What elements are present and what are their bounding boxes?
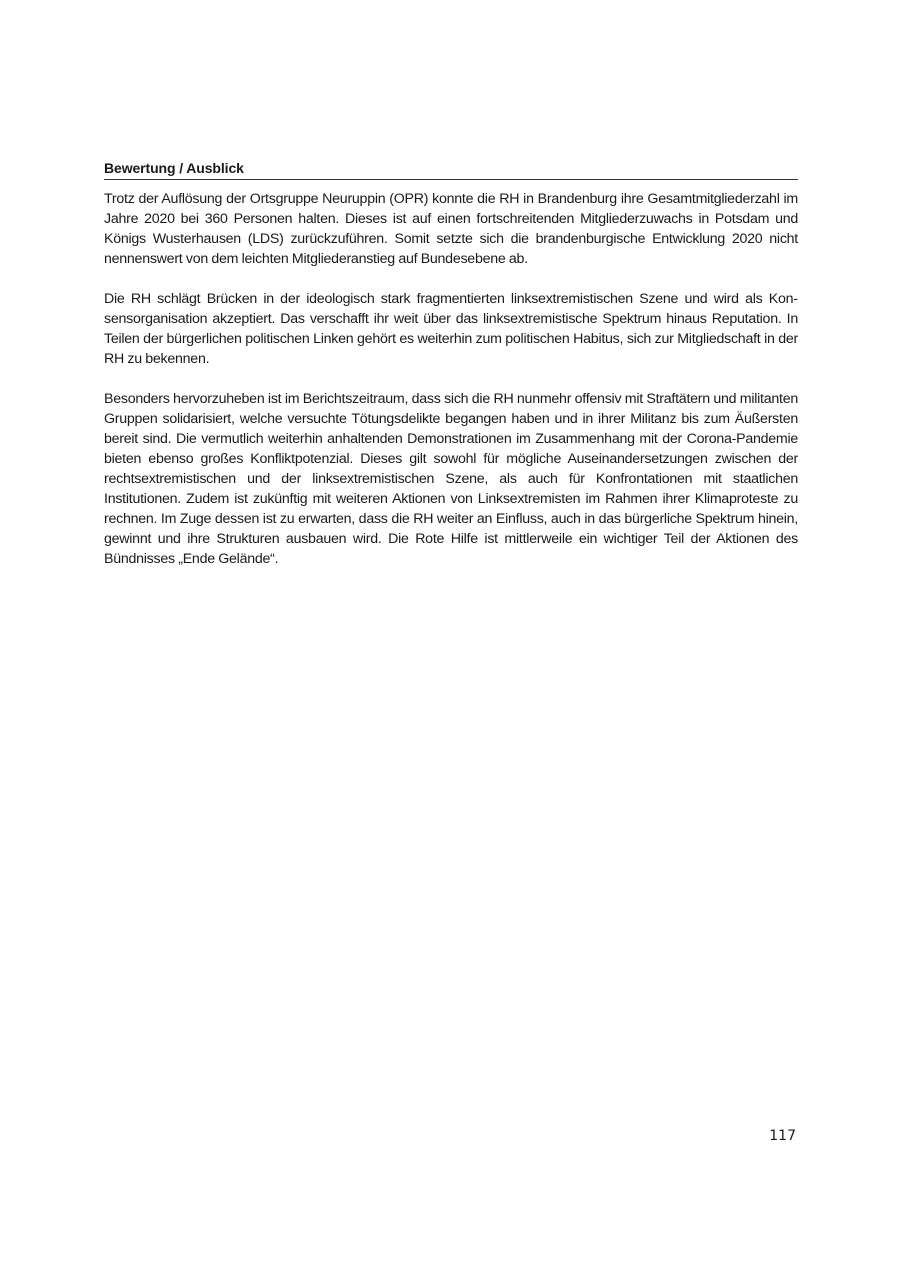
section-body — [104, 189, 798, 589]
paragraph-scene-bridges: Die RH schlägt Brücken in der ideologisch stark fragmentierten linksextremistischen Szene und wird als Konsensorganisation akzeptiert. Das verschafft ihr weit über das linksextremistische Spektrum hinaus Reputation. In Teilen der bürgerlichen politischen Linken gehört es weiterhin zum politischen Habitus, sich zur Mitgliedschaft in der RH zu bekennen. — [104, 291, 798, 367]
section-heading: Bewertung / Ausblick — [104, 159, 798, 180]
paragraph-membership: Trotz der Auflösung der Ortsgruppe Neuruppin (OPR) konnte die RH in Brandenburg ihre Gesamtmitgliederzahl im Jahre 2020 bei 360 Personen halten. Dieses ist auf einen fortschreitenden Mitgliederzuwachs in Potsdam und Königs Wusterhausen (LDS) zurückzuführen. Somit setzte sich die brandenburgische Entwicklung 2020 nicht nennenswert von dem leichten Mitgliederanstieg auf Bundesebene ab. — [104, 191, 798, 267]
paragraph-outlook: Besonders hervorzuheben ist im Berichtszeitraum, dass sich die RH nunmehr offensiv mit Straftätern und militanten Gruppen solidarisiert, welche versuchte Tötungsdelikte begangen haben und in ihrer Militanz bis zum Äußersten bereit sind. Die vermutlich weiterhin anhaltenden Demonstrationen im Zusammenhang mit der Corona-Pandemie bieten ebenso großes Konfliktpotenzial. Dieses gilt sowohl für mögliche Auseinandersetzungen zwischen der rechtsextremistischen und der linksextremistischen Szene, als auch für Konfrontationen mit staatlichen Institutionen. Zudem ist zukünftig mit weiteren Aktionen von Linksextremisten im Rahmen ihrer Klimaproteste zu rechnen. Im Zuge dessen ist zu erwarten, dass die RH weiter an Einfluss, auch in das bürgerliche Spektrum hinein, gewinnt und ihre Strukturen ausbauen wird. Die Rote Hilfe ist mittlerweile ein wichtiger Teil der Aktionen des Bündnisses „Ende Gelände“. — [104, 391, 798, 567]
page-number: 117 — [769, 1128, 796, 1144]
